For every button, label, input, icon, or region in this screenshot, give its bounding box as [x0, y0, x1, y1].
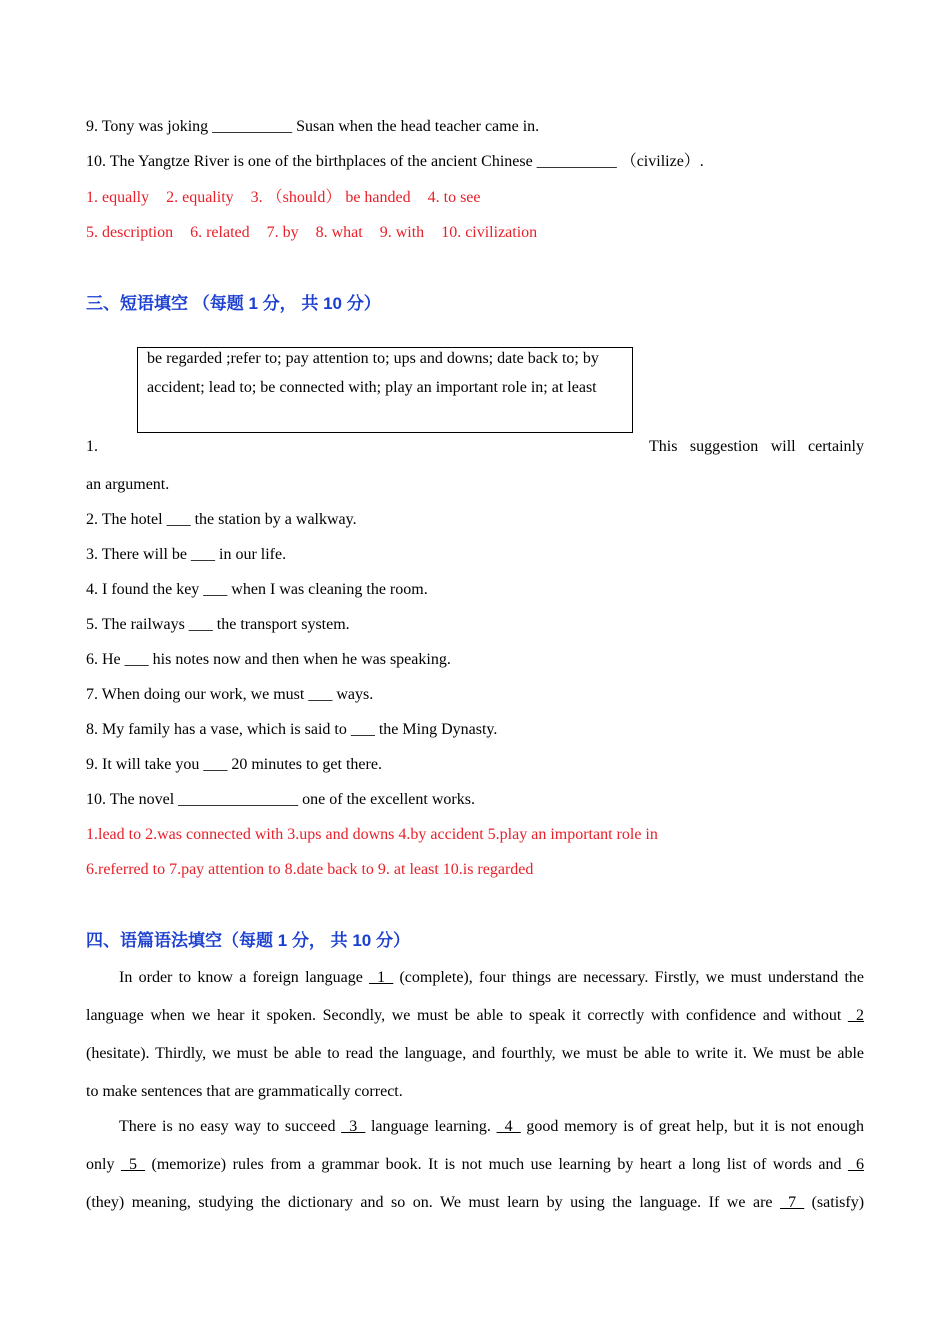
passage-p2-line-3 — [86, 1193, 864, 1213]
blank-1[interactable]: _1_ — [369, 969, 394, 986]
text: only — [86, 1156, 115, 1173]
answer-item: 3. （should） be handed — [250, 189, 411, 206]
phrase-answers-line-2: 6.referred to 7.pay attention to 8.date back to 9. at least 10.is regarded — [86, 861, 534, 878]
answer-item: 8. what — [315, 224, 363, 241]
text: language learning. — [370, 1118, 491, 1135]
answer-item: 4. to see — [427, 189, 481, 206]
phrase-question-3: 3. There will be ___ in our life. — [86, 546, 287, 563]
phrase-question-2: 2. The hotel ___ the station by a walkway. — [86, 511, 357, 528]
text: (satisfy) — [811, 1194, 865, 1211]
phrase-question-7: 7. When doing our work, we must ___ ways. — [86, 686, 374, 703]
phrase-question-4: 4. I found the key ___ when I was cleaning the room. — [86, 581, 428, 598]
blank-2[interactable]: _2 — [848, 1007, 865, 1024]
question-10: 10. The Yangtze River is one of the birthplaces of the ancient Chinese __________ （civilize）. — [86, 153, 704, 170]
answer-item: 10. civilization — [441, 224, 538, 241]
blank-4[interactable]: _4_ — [496, 1118, 521, 1135]
section-3-heading: 三、短语填空 （每题 1 分， 共 10 分） — [86, 294, 381, 313]
word-bank-box — [137, 347, 633, 433]
passage-p2-line-1 — [86, 1117, 864, 1137]
passage-p1-line-3: (hesitate). Thirdly, we must be able to read the language, and fourthly, we must be able to write it. We must be able — [86, 1045, 864, 1062]
text: (memorize) rules from a grammar book. It is not much use learning by heart a long list of words and — [151, 1156, 842, 1173]
word-bank-line-1: be regarded ;refer to; pay attention to; ups and downs; date back to; by — [147, 350, 599, 367]
answer-item: 6. related — [190, 224, 250, 241]
answer-item: 1. equally — [86, 189, 150, 206]
word: suggestion — [689, 438, 759, 455]
text: (they) meaning, studying the dictionary and so on. We must learn by using the language. If we are — [86, 1194, 773, 1211]
word: certainly — [808, 438, 864, 455]
passage-p1-line-2 — [86, 1006, 864, 1026]
passage-p1-line-1 — [86, 968, 864, 988]
phrase-question-9: 9. It will take you ___ 20 minutes to get there. — [86, 756, 382, 773]
answer-key-line-2 — [86, 223, 537, 243]
passage-p1-line-4: to make sentences that are grammatically correct. — [86, 1083, 403, 1100]
answer-item: 7. by — [266, 224, 299, 241]
text: In order to know a foreign language — [119, 969, 363, 986]
phrase-question-1 — [86, 437, 864, 457]
phrase-question-6: 6. He ___ his notes now and then when he was speaking. — [86, 651, 451, 668]
text: language when we hear it spoken. Secondly, we must be able to speak it correctly with confidence and without — [86, 1007, 842, 1024]
question-9: 9. Tony was joking __________ Susan when the head teacher came in. — [86, 118, 540, 135]
question-number: 1. — [86, 438, 98, 455]
phrase-question-8: 8. My family has a vase, which is said to ___ the Ming Dynasty. — [86, 721, 498, 738]
blank-3[interactable]: _3_ — [341, 1118, 366, 1135]
text: good memory is of great help, but it is not enough — [526, 1118, 865, 1135]
text: There is no easy way to succeed — [119, 1118, 336, 1135]
answer-item: 5. description — [86, 224, 174, 241]
blank-5[interactable]: _5_ — [120, 1156, 145, 1173]
section-4-heading: 四、语篇语法填空（每题 1 分， 共 10 分） — [86, 931, 410, 950]
word-bank-line-2: accident; lead to; be connected with; play an important role in; at least — [147, 379, 597, 396]
phrase-question-5: 5. The railways ___ the transport system. — [86, 616, 350, 633]
answer-item: 2. equality — [166, 189, 234, 206]
phrase-answers-line-1: 1.lead to 2.was connected with 3.ups and downs 4.by accident 5.play an important role in — [86, 826, 658, 843]
phrase-question-1-cont: an argument. — [86, 476, 170, 493]
answer-key-line-1 — [86, 188, 481, 208]
word: This — [649, 438, 678, 455]
answer-item: 9. with — [379, 224, 425, 241]
blank-6[interactable]: _6 — [848, 1156, 865, 1173]
phrase-question-10: 10. The novel _______________ one of the excellent works. — [86, 791, 475, 808]
passage-p2-line-2 — [86, 1155, 864, 1175]
blank-7[interactable]: _7_ — [780, 1194, 805, 1211]
word: will — [770, 438, 796, 455]
text: (complete), four things are necessary. Firstly, we must understand the — [399, 969, 865, 986]
